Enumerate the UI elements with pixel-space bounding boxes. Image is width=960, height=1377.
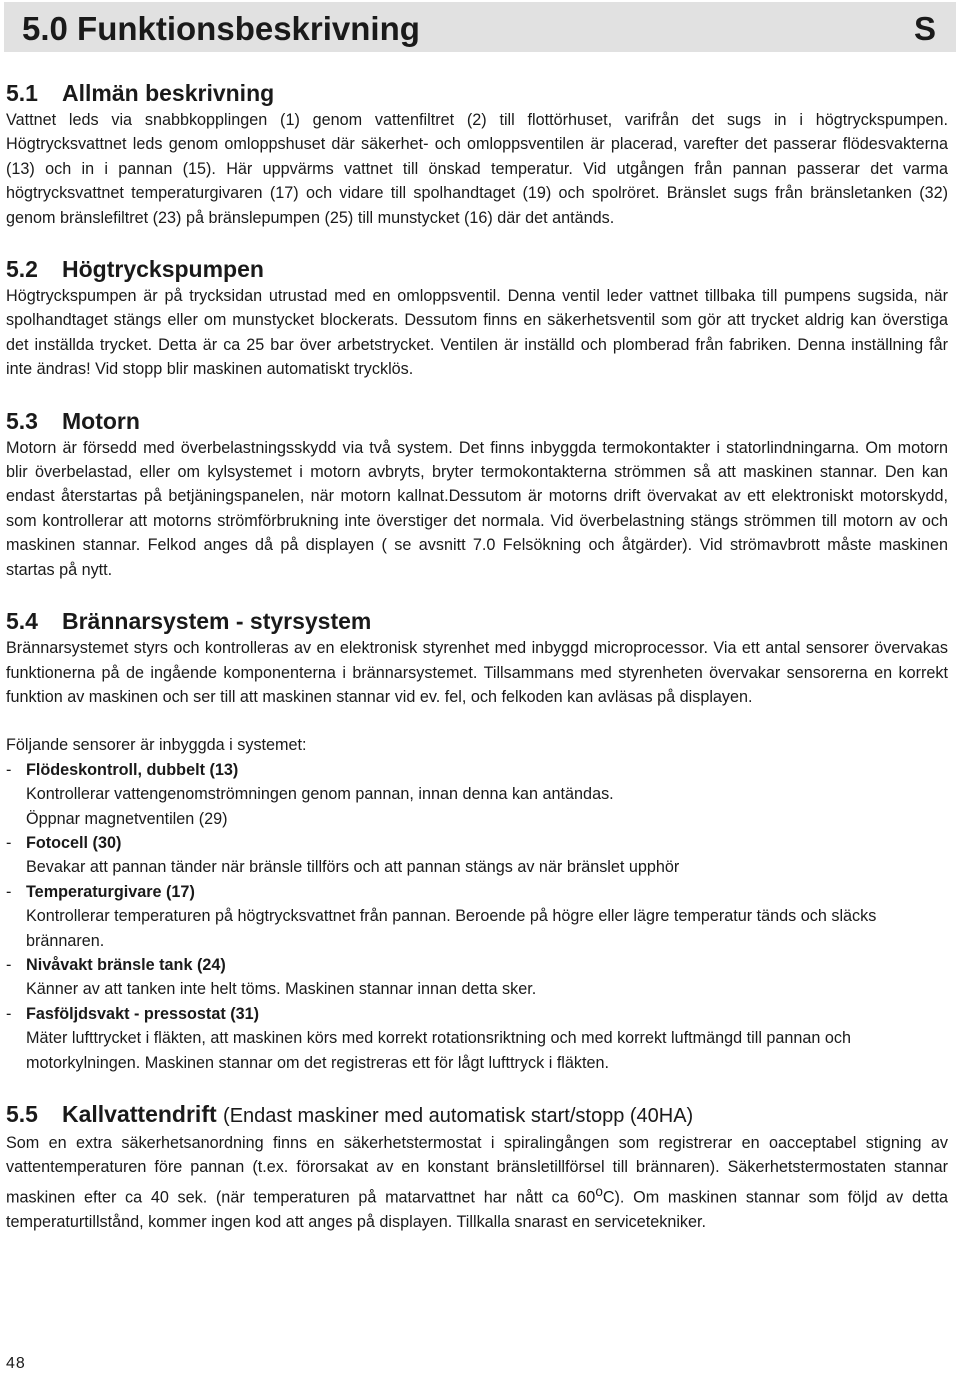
section-number: 5.5 bbox=[6, 1101, 38, 1127]
sensor-description: Känner av att tanken inte helt töms. Maskinen stannar innan detta sker. bbox=[26, 980, 537, 999]
section-title: Allmän beskrivning bbox=[62, 80, 275, 106]
list-dash: - bbox=[6, 955, 12, 974]
sensor-title: Fotocell (30) bbox=[26, 833, 122, 852]
section-text bbox=[6, 1131, 948, 1234]
sensor-title: Flödeskontroll, dubbelt (13) bbox=[26, 760, 239, 779]
sensor-list bbox=[6, 758, 948, 1075]
sensor-description: Bevakar att pannan tänder när bränsle tillförs och att pannan stängs av när bränslet upphör bbox=[26, 858, 680, 877]
section-title: Brännarsystem - styrsystem bbox=[62, 608, 372, 635]
sensor-item bbox=[6, 831, 948, 880]
sensor-description: Mäter lufttrycket i fläkten, att maskinen körs med korrekt rotationsriktning och med korrekt luftmängd till pannan och motorkylningen. Maskinen stannar om det registreras ett för lågt lufttryck i fläkten. bbox=[26, 1029, 852, 1072]
list-dash: - bbox=[6, 760, 12, 779]
section-title: Högtryckspumpen bbox=[62, 256, 264, 283]
section-text: Brännarsystemet styrs och kontrolleras av en elektronisk styrenhet med inbyggd microprocessor. Via ett antal sensorer övervakas funktionerna på de ingående komponenterna i brännarsystemet. Tillsammans med styrenheten övervakar sensorerna en korrekt funktion av maskinen och ser till att maskinen stannar vid ev. fel, och felkoden kan avläsas på displayen. bbox=[6, 639, 948, 706]
section-number: 5.2 bbox=[6, 256, 38, 283]
list-dash: - bbox=[6, 833, 12, 852]
degree-mark: o bbox=[595, 1183, 603, 1199]
section-5-3 bbox=[6, 406, 948, 582]
list-dash: - bbox=[6, 1004, 12, 1023]
section-heading bbox=[6, 606, 948, 636]
sensor-item bbox=[6, 953, 948, 1002]
sensor-list-intro: Följande sensorer är inbyggda i systemet: bbox=[6, 736, 307, 755]
sensor-description: Öppnar magnetventilen (29) bbox=[26, 809, 228, 828]
section-text: Vattnet leds via snabbkopplingen (1) genom vattenfiltret (2) till flottörhuset, varifrån det sugs in i högtryckspumpen. Högtrycksvattnet leds genom omloppshuset där säkerhet- och omloppsventilen är placerad, varefter det passerar flödesvakterna (13) och in i pannan (15). Här uppvärms vattnet till önskad temperatur. Vid utgången från pannan passerar det varma högtrycksvattnet temperaturgivaren (17) och vidare till spolhandtaget (19) och spolröret. Bränslet sugs från bränsletanken (32) genom bränslefiltret (23) på bränslepumpen (25) till munstycket (16) där det antänds. bbox=[6, 111, 948, 227]
section-number: 5.3 bbox=[6, 407, 38, 434]
sensor-title: Fasföljdsvakt - pressostat (31) bbox=[26, 1004, 259, 1023]
section-5-1 bbox=[6, 78, 948, 230]
section-5-4 bbox=[6, 606, 948, 1075]
section-title: Kallvattendrift bbox=[62, 1101, 217, 1127]
section-text: Högtryckspumpen är på trycksidan utrustad med en omloppsventil. Denna ventil leder vattnet tillbaka till pumpens sugsida, när spolhandtaget stängs eller om munstycket blockerats. Dessutom finns en säkerhetsventil som gör att trycket aldrig kan överstiga det inställda trycket. Detta är ca 25 bar över arbetstrycket. Ventilen är inställd och plomberad från fabriken. Denna inställning får inte ändras! Vid stopp blir maskinen automatiskt trycklös. bbox=[6, 287, 948, 379]
sensor-title: Nivåvakt bränsle tank (24) bbox=[26, 955, 226, 974]
section-heading bbox=[6, 406, 948, 436]
section-subtitle: (Endast maskiner med automatisk start/stopp (40HA) bbox=[223, 1105, 694, 1127]
sensor-description: Kontrollerar temperaturen på högtrycksvattnet från pannan. Beroende på högre eller lägre temperatur tänds och släcks brännaren. bbox=[26, 907, 877, 950]
sensor-title: Temperaturgivare (17) bbox=[26, 882, 195, 901]
section-title: Motorn bbox=[62, 407, 140, 434]
sensor-item bbox=[6, 1002, 948, 1075]
section-text: Motorn är försedd med överbelastningsskydd via två system. Det finns inbyggda termokontakter i statorlindningarna. Om motorn blir överbelastad, eller om kylsystemet i motorn avbryts, bryter termokontakterna strömmen så att maskinen stannar. Den kan endast återstartas på betjäningspanelen, när motorn kallnat.Dessutom är motorns drift övervakat av ett elektroniskt motorskydd, som kontrollerar att motorns strömförbrukning inte överstiger det normala. Vid överbelastning stängs strömmen till motorn av och maskinen stannar. Felkod anges då på displayen ( se avsnitt 7.0 Felsökning och åtgärder). Vid strömavbrott måste maskinen startas på nytt. bbox=[6, 438, 948, 579]
list-dash: - bbox=[6, 882, 12, 901]
sensor-description: Kontrollerar vattengenomströmningen genom pannan, innan denna kan antändas. bbox=[26, 785, 614, 804]
section-heading bbox=[6, 254, 948, 284]
section-text-part: Som en extra säkerhetsanordning finns en säkerhetstermostat i spiralingången som registrerar en oacceptabel stigning av vattentemperaturen före pannan (t.ex. förorsakat av en konstant bränsletillförsel till brännaren). Säkerhetstermostaten stannar maskinen efter ca 40 sek. (när temperaturen på matarvattnet har nått ca 60 bbox=[6, 1134, 948, 1207]
sensor-item bbox=[6, 880, 948, 953]
section-text-part: C). Om maskinen stannar som följd av detta temperaturtillstånd, kommer ingen kod att anges på displayen. Tillkalla snarast en servicetekniker. bbox=[6, 1188, 948, 1231]
section-5-5 bbox=[6, 1099, 948, 1234]
section-heading bbox=[6, 1099, 948, 1131]
section-heading bbox=[6, 78, 948, 108]
document-body bbox=[6, 78, 948, 1234]
language-marker: S bbox=[913, 10, 936, 47]
header-band bbox=[4, 2, 956, 52]
page-title: 5.0 Funktionsbeskrivning bbox=[22, 10, 420, 47]
section-5-2 bbox=[6, 254, 948, 382]
page-number: 48 bbox=[6, 1355, 26, 1372]
section-number: 5.1 bbox=[6, 80, 38, 106]
section-number: 5.4 bbox=[6, 608, 38, 635]
sensor-item bbox=[6, 758, 948, 831]
